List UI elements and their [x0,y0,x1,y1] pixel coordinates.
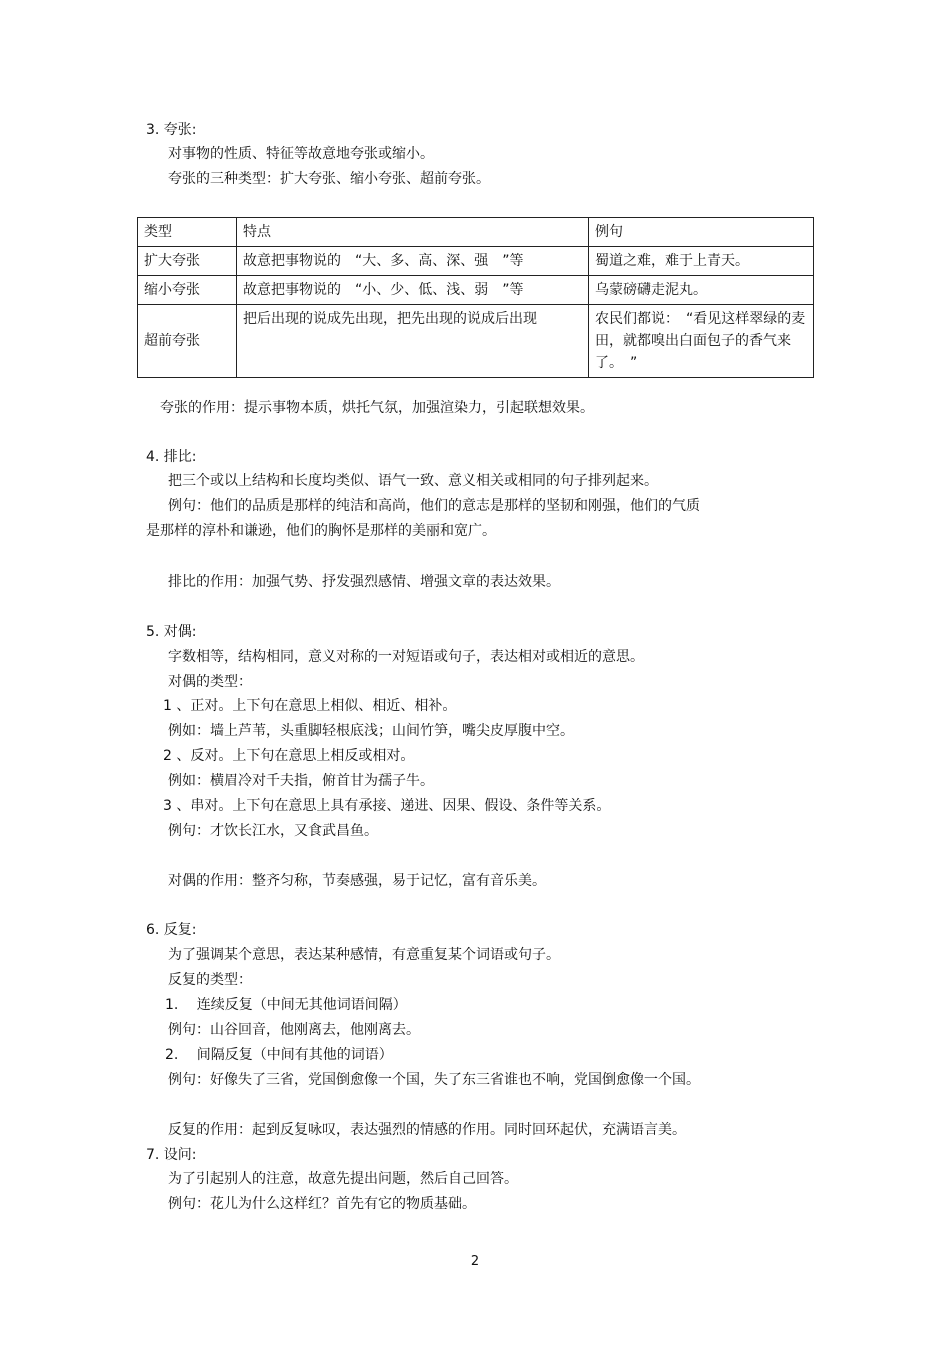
header-type: 类型 [138,218,237,247]
cell-type: 超前夸张 [138,305,237,378]
cell-feature: 把后出现的说成先出现，把先出现的说成后出现 [237,305,589,378]
section-3-effect: 夸张的作用：提示事物本质，烘托气氛，加强渲染力，引起联想效果。 [160,400,594,416]
section-7-definition: 为了引起别人的注意，故意先提出问题，然后自己回答。 [168,1171,518,1187]
section-5-type-2: 2 、反对。上下句在意思上相反或相对。 [163,748,415,764]
section-4-effect: 排比的作用：加强气势、抒发强烈感情、增强文章的表达效果。 [168,574,560,590]
section-4-example-line-2: 是那样的淳朴和谦逊，他们的胸怀是那样的美丽和宽广。 [146,523,496,539]
cell-example: 乌蒙磅礴走泥丸。 [589,276,814,305]
section-6-definition: 为了强调某个意思，表达某种感情，有意重复某个词语或句子。 [168,947,560,963]
section-5-effect: 对偶的作用：整齐匀称，节奏感强，易于记忆，富有音乐美。 [168,873,546,889]
section-5-example-1: 例如：墙上芦苇，头重脚轻根底浅；山间竹笋，嘴尖皮厚腹中空。 [168,723,574,739]
section-5-type-1: 1 、正对。上下句在意思上相似、相近、相补。 [163,698,457,714]
section-6-types-title: 反复的类型： [168,972,252,988]
table-row [138,276,814,305]
header-example: 例句 [589,218,814,247]
section-5-example-2: 例如：横眉冷对千夫指，俯首甘为孺子牛。 [168,773,434,789]
section-5-example-3: 例句：才饮长江水，又食武昌鱼。 [168,823,378,839]
section-6-example-1: 例句：山谷回音，他刚离去，他刚离去。 [168,1022,420,1038]
section-7-heading: 7. 设问: [146,1147,197,1163]
table-row [138,305,814,378]
section-6-type-2: 2. 间隔反复（中间有其他的词语） [165,1047,393,1063]
section-6-type-1: 1. 连续反复（中间无其他词语间隔） [165,997,407,1013]
section-5-types-title: 对偶的类型： [168,674,252,690]
section-5-type-3: 3 、串对。上下句在意思上具有承接、递进、因果、假设、条件等关系。 [163,798,611,814]
section-4-definition: 把三个或以上结构和长度均类似、语气一致、意义相关或相同的句子排列起来。 [168,473,658,489]
section-5-heading: 5. 对偶: [146,624,197,640]
page-number: 2 [470,1254,480,1269]
section-3-heading: 3. 夸张: [146,122,197,138]
cell-feature: 故意把事物说的 “小、少、低、浅、弱 ”等 [237,276,589,305]
section-4-example-line-1: 例句：他们的品质是那样的纯洁和高尚，他们的意志是那样的坚韧和刚强，他们的气质 [168,498,700,514]
cell-type: 缩小夸张 [138,276,237,305]
section-6-heading: 6. 反复: [146,922,197,938]
table-header-row [138,218,814,247]
hyperbole-table [137,217,814,378]
cell-example: 农民们都说： “看见这样翠绿的麦田，就都嗅出白面包子的香气来了。 ” [589,305,814,378]
section-6-effect: 反复的作用：起到反复咏叹，表达强烈的情感的作用。同时回环起伏，充满语言美。 [168,1122,686,1138]
section-4-heading: 4. 排比: [146,449,197,465]
section-5-definition: 字数相等，结构相同，意义对称的一对短语或句子，表达相对或相近的意思。 [168,649,644,665]
section-3-types: 夸张的三种类型：扩大夸张、缩小夸张、超前夸张。 [168,171,490,187]
cell-example: 蜀道之难，难于上青天。 [589,247,814,276]
section-6-example-2: 例句：好像失了三省，党国倒愈像一个国，失了东三省谁也不响，党国倒愈像一个国。 [168,1072,700,1088]
cell-type: 扩大夸张 [138,247,237,276]
header-feature: 特点 [237,218,589,247]
table-row [138,247,814,276]
cell-feature: 故意把事物说的 “大、多、高、深、强 ”等 [237,247,589,276]
section-7-example: 例句：花儿为什么这样红？首先有它的物质基础。 [168,1196,476,1212]
section-3-definition: 对事物的性质、特征等故意地夸张或缩小。 [168,146,434,162]
